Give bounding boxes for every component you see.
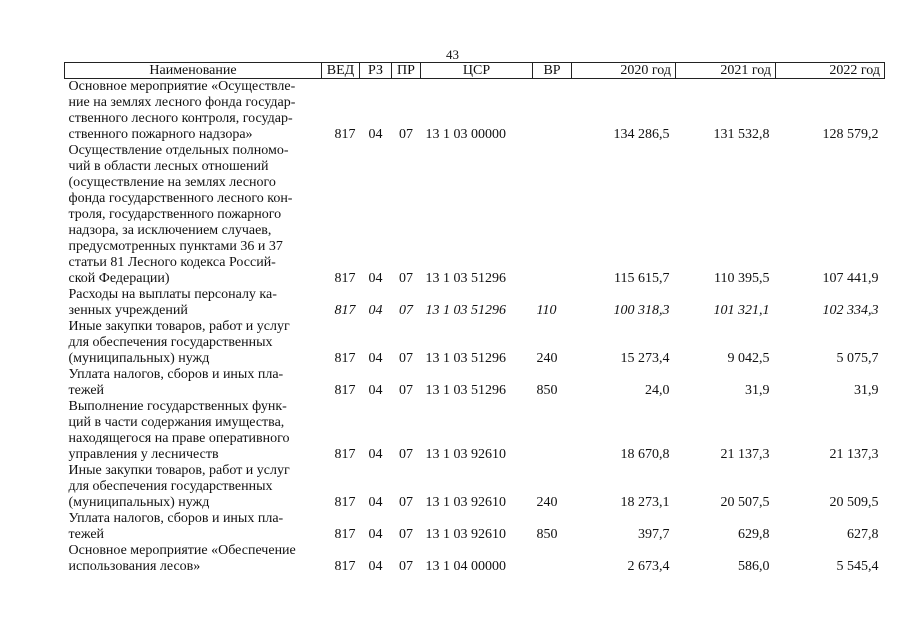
cell-2020: 100 318,3 (613, 303, 670, 318)
cell-pr: 07 (399, 527, 413, 542)
table-row (65, 399, 885, 463)
row-name-line: Иные закупки товаров, работ и услуг (68, 463, 290, 478)
cell-2020: 24,0 (645, 383, 670, 398)
cell-csr: 13 1 03 00000 (425, 127, 506, 142)
cell-pr: 07 (399, 303, 413, 318)
row-name-line: для обеспечения государственных (68, 479, 273, 494)
row-name-line: чий в области лесных отношений (68, 159, 269, 174)
row-name-line: (муниципальных) нужд (68, 495, 210, 510)
row-name (65, 319, 322, 367)
cell-rz: 04 (368, 527, 383, 542)
table-row (65, 287, 885, 319)
cell-vr: 110 (536, 303, 557, 318)
cell-vr: 850 (536, 527, 558, 542)
row-name (65, 399, 322, 463)
cell-rz: 04 (368, 383, 383, 398)
table-row (65, 543, 885, 575)
cell-vr (533, 79, 572, 144)
row-name-line: для обеспечения государственных (68, 335, 273, 350)
cell-pr: 07 (399, 495, 413, 510)
table-header-row (65, 63, 885, 79)
cell-2022: 5 075,7 (836, 351, 879, 366)
header-pr: ПР (392, 63, 421, 79)
row-name-line: троля, государственного пожарного (68, 207, 282, 222)
cell-vr: 850 (536, 383, 558, 398)
cell-2022: 31,9 (854, 383, 879, 398)
table-row (65, 143, 885, 287)
cell-vr (533, 143, 572, 287)
row-name-line: Иные закупки товаров, работ и услуг (68, 319, 290, 334)
row-name-line: использования лесов» (68, 559, 201, 574)
cell-2021: 20 507,5 (720, 495, 770, 510)
cell-csr: 13 1 03 51296 (425, 383, 506, 398)
cell-2022: 627,8 (847, 527, 879, 542)
cell-2020: 115 615,7 (614, 271, 670, 286)
row-name-line: ственного пожарного надзора» (68, 127, 253, 142)
cell-vr: 240 (536, 495, 558, 510)
cell-ved: 817 (334, 527, 356, 542)
cell-csr: 13 1 03 51296 (425, 303, 506, 318)
row-name-line: Уплата налогов, сборов и иных пла- (68, 367, 284, 382)
cell-2021: 586,0 (738, 559, 770, 574)
cell-vr (533, 399, 572, 463)
row-name-line: предусмотренных пунктами 36 и 37 (68, 239, 283, 254)
row-name-line: Основное мероприятие «Обеспечение (68, 543, 296, 558)
cell-2021: 629,8 (738, 527, 770, 542)
cell-2021: 9 042,5 (727, 351, 770, 366)
cell-ved: 817 (334, 271, 356, 286)
row-name (65, 143, 322, 287)
row-name-line: Выполнение государственных функ- (68, 399, 287, 414)
header-2022: 2022 год (776, 63, 885, 79)
row-name-line: Основное мероприятие «Осуществле- (68, 79, 296, 94)
row-name-line: ние на землях лесного фонда государ- (68, 95, 296, 110)
row-name-line: зенных учреждений (68, 303, 188, 318)
header-csr: ЦСР (421, 63, 533, 79)
row-name (65, 511, 322, 543)
row-name-line: Осуществление отдельных полномо- (68, 143, 289, 158)
row-name-line: ственного лесного контроля, государ- (68, 111, 293, 126)
cell-pr: 07 (399, 447, 413, 462)
cell-2020: 15 273,4 (620, 351, 670, 366)
header-ved: ВЕД (322, 63, 360, 79)
header-2020: 2020 год (572, 63, 676, 79)
cell-csr: 13 1 03 92610 (425, 447, 506, 462)
cell-2022: 21 137,3 (829, 447, 879, 462)
row-name-line: статьи 81 Лесного кодекса Россий- (68, 255, 276, 270)
table-row (65, 79, 885, 144)
row-name (65, 367, 322, 399)
table-row (65, 511, 885, 543)
cell-rz: 04 (368, 271, 383, 286)
cell-rz: 04 (368, 127, 383, 142)
cell-ved: 817 (334, 559, 356, 574)
cell-pr: 07 (399, 127, 413, 142)
cell-csr: 13 1 03 51296 (425, 271, 506, 286)
cell-2021: 21 137,3 (720, 447, 770, 462)
cell-2020: 18 273,1 (620, 495, 670, 510)
cell-ved: 817 (334, 383, 356, 398)
cell-pr: 07 (399, 383, 413, 398)
row-name-line: ской Федерации) (68, 271, 170, 286)
cell-csr: 13 1 03 51296 (425, 351, 506, 366)
cell-ved: 817 (334, 495, 356, 510)
cell-rz: 04 (368, 351, 383, 366)
cell-rz: 04 (368, 447, 383, 462)
row-name-line: надзора, за исключением случаев, (68, 223, 272, 238)
header-2021: 2021 год (676, 63, 776, 79)
cell-ved: 817 (334, 447, 356, 462)
cell-2021: 110 395,5 (714, 271, 770, 286)
row-name-line: Расходы на выплаты персоналу ка- (68, 287, 277, 302)
table-body (65, 79, 885, 576)
budget-table (64, 62, 885, 575)
row-name (65, 463, 322, 511)
row-name-line: фонда государственного лесного кон- (68, 191, 293, 206)
row-name (65, 287, 322, 319)
cell-pr: 07 (399, 271, 413, 286)
table-row (65, 367, 885, 399)
page-number: 43 (446, 47, 459, 62)
cell-2021: 101 321,1 (713, 303, 770, 318)
cell-2020: 2 673,4 (627, 559, 670, 574)
cell-pr: 07 (399, 559, 413, 574)
cell-2021: 31,9 (745, 383, 770, 398)
cell-pr: 07 (399, 351, 413, 366)
row-name-line: тежей (68, 383, 105, 398)
cell-2020: 397,7 (638, 527, 670, 542)
cell-ved: 817 (334, 351, 356, 366)
row-name-line: (муниципальных) нужд (68, 351, 210, 366)
row-name-line: находящегося на праве оперативного (68, 431, 290, 446)
row-name-line: тежей (68, 527, 105, 542)
cell-rz: 04 (368, 303, 383, 318)
cell-2022: 5 545,4 (836, 559, 879, 574)
cell-csr: 13 1 03 92610 (425, 527, 506, 542)
header-rz: РЗ (360, 63, 392, 79)
header-name: Наименование (65, 63, 322, 79)
cell-ved: 817 (334, 127, 356, 142)
cell-csr: 13 1 03 92610 (425, 495, 506, 510)
table-row (65, 319, 885, 367)
cell-2022: 102 334,3 (822, 303, 879, 318)
cell-2020: 134 286,5 (613, 127, 670, 142)
cell-2022: 107 441,9 (822, 271, 879, 286)
cell-vr (533, 543, 572, 575)
row-name-line: Уплата налогов, сборов и иных пла- (68, 511, 284, 526)
row-name-line: ций в части содержания имущества, (68, 415, 285, 430)
cell-rz: 04 (368, 495, 383, 510)
cell-2021: 131 532,8 (713, 127, 770, 142)
cell-ved: 817 (334, 303, 356, 318)
row-name (65, 79, 322, 144)
table-row (65, 463, 885, 511)
cell-rz: 04 (368, 559, 383, 574)
cell-2022: 128 579,2 (822, 127, 879, 142)
header-vr: ВР (533, 63, 572, 79)
cell-2022: 20 509,5 (829, 495, 879, 510)
cell-csr: 13 1 04 00000 (425, 559, 506, 574)
cell-2020: 18 670,8 (620, 447, 670, 462)
cell-vr: 240 (536, 351, 558, 366)
row-name-line: (осуществление на землях лесного (68, 175, 276, 190)
row-name-line: управления у лесничеств (68, 447, 219, 462)
row-name (65, 543, 322, 575)
